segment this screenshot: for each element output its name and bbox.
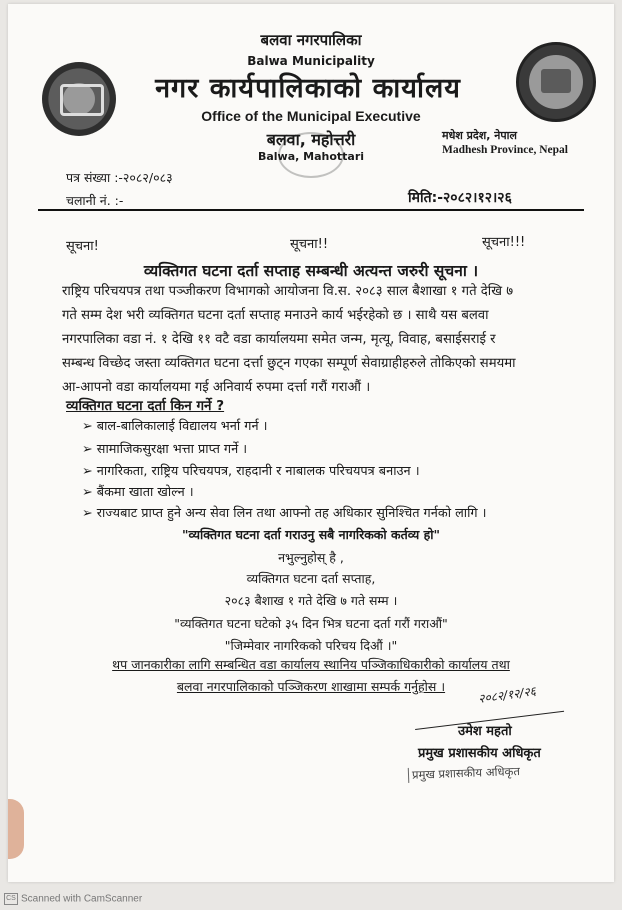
notice-heading: व्यक्तिगत घटना दर्ता सप्ताह सम्बन्धी अत्यन्त जरुरी सूचना । (143, 262, 479, 280)
paragraph-line: नगरपालिका वडा नं. १ देखि ११ वटै वडा कार्यालयमा समेत जन्म, मृत्यू, विवाह, बसाईसराई र (62, 332, 496, 347)
bullet-item: ➢ नागरिकता, राष्ट्रिय परिचयपत्र, राहदानी र नाबालक परिचयपत्र बनाउन । (82, 464, 420, 479)
arrow-bullet-icon: ➢ (82, 485, 97, 500)
handwritten-date: २०८२/१२/२६ (477, 684, 537, 706)
week-name-line: व्यक्तिगत घटना दर्ता सप्ताह, (246, 571, 376, 586)
office-title-english: Office of the Municipal Executive (201, 108, 421, 124)
location-english: Balwa, Mahottari (257, 150, 365, 163)
arrow-bullet-icon: ➢ (82, 442, 97, 457)
reference-number: पत्र संख्या :-२०८२/०८३ (66, 170, 173, 185)
dont-forget-line: नभुल्नुहोस् है , (278, 550, 344, 565)
arrow-bullet-icon: ➢ (82, 506, 97, 521)
title-nepali: बलवा नगरपालिका (260, 31, 362, 49)
location-nepali: बलवा, महोत्तरी (266, 130, 356, 149)
paragraph-line: सम्बन्ध विच्छेद जस्ता व्यक्तिगत घटना दर्त्ता छुट्न गएका सम्पूर्ण सेवाग्राहीहरुले तोकिएको समयमा (62, 356, 516, 371)
arrow-bullet-icon: ➢ (82, 464, 97, 479)
notice-label-3: सूचना!!! (482, 235, 526, 250)
week-dates-line: २०८३ बैशाख १ गते देखि ७ गते सम्म । (224, 593, 398, 608)
province-english: Madhesh Province, Nepal (442, 144, 568, 156)
thumb-edge (8, 799, 24, 859)
paragraph-line: गते सम्म देश भरी व्यक्तिगत घटना दर्ता सप्ताह मनाउने कार्य भईरहेको छ । साथै यस बलवा (62, 308, 489, 323)
why-heading: व्यक्तिगत घटना दर्ता किन गर्ने ? (66, 398, 225, 414)
quote-35-days: "व्यक्तिगत घटना घटेको ३५ दिन भित्र घटना दर्ता गरौं गराऔं" (174, 616, 448, 631)
paragraph-line: आ-आपनो वडा कार्यालयमा गई अनिवार्य रुपमा दर्त्ता गरौं गराऔं । (62, 380, 371, 395)
bullet-item: ➢ बैंकमा खाता खोल्न । (82, 485, 194, 500)
bullet-item: ➢ सामाजिकसुरक्षा भत्ता प्राप्त गर्ने । (82, 442, 248, 457)
dispatch-number: चलानी नं. :- (66, 193, 124, 208)
contact-line-2: बलवा नगरपालिकाको पञ्जिकरण शाखामा सम्पर्क गर्नुहोस । (176, 679, 446, 694)
province-nepali: मधेश प्रदेश, नेपाल (442, 129, 517, 142)
camscanner-icon: CS (4, 893, 18, 905)
arrow-bullet-icon: ➢ (82, 419, 97, 434)
quote-duty: "व्यक्तिगत घटना दर्ता गराउनु सबै नागरिकको कर्तव्य हो" (182, 527, 440, 542)
notice-paragraph (62, 280, 592, 400)
notice-document (8, 4, 614, 882)
designation-stamp: प्रमुख प्रशासकीय अधिकृत (408, 764, 520, 783)
bullet-item: ➢ राज्यबाट प्राप्त हुने अन्य सेवा लिन तथा आफ्नो तह अधिकार सुनिश्चित गर्नको लागि । (82, 506, 487, 521)
paragraph-line: राष्ट्रिय परिचयपत्र तथा पञ्जीकरण विभागको आयोजना वि.स. २०८३ साल बैशाखा १ गते देखि ७ (62, 284, 514, 299)
header-divider (38, 209, 584, 211)
contact-line-1: थप जानकारीका लागि सम्बन्धित वडा कार्यालय स्थानिय पञ्जिकाधिकारीको कार्यालय तथा (112, 657, 510, 672)
office-title-nepali: नगर कार्यपालिकाको कार्यालय (155, 73, 461, 104)
signatory-designation: प्रमुख प्रशासकीय अधिकृत (418, 746, 541, 761)
letter-date: मिति:-२०८२।१२।२६ (408, 190, 512, 206)
title-english: Balwa Municipality (247, 54, 375, 68)
bullet-item: ➢ बाल-बालिकालाई विद्यालय भर्ना गर्न । (82, 419, 268, 434)
notice-label-2: सूचना!! (290, 237, 329, 252)
scanner-watermark: CS Scanned with CamScanner (4, 893, 142, 905)
signatory-name: उमेश महतो (458, 724, 512, 739)
quote-responsible-citizen: "जिम्मेवार नागरिकको परिचय दिऔं ।" (224, 638, 398, 653)
notice-label-1: सूचना! (66, 239, 99, 254)
